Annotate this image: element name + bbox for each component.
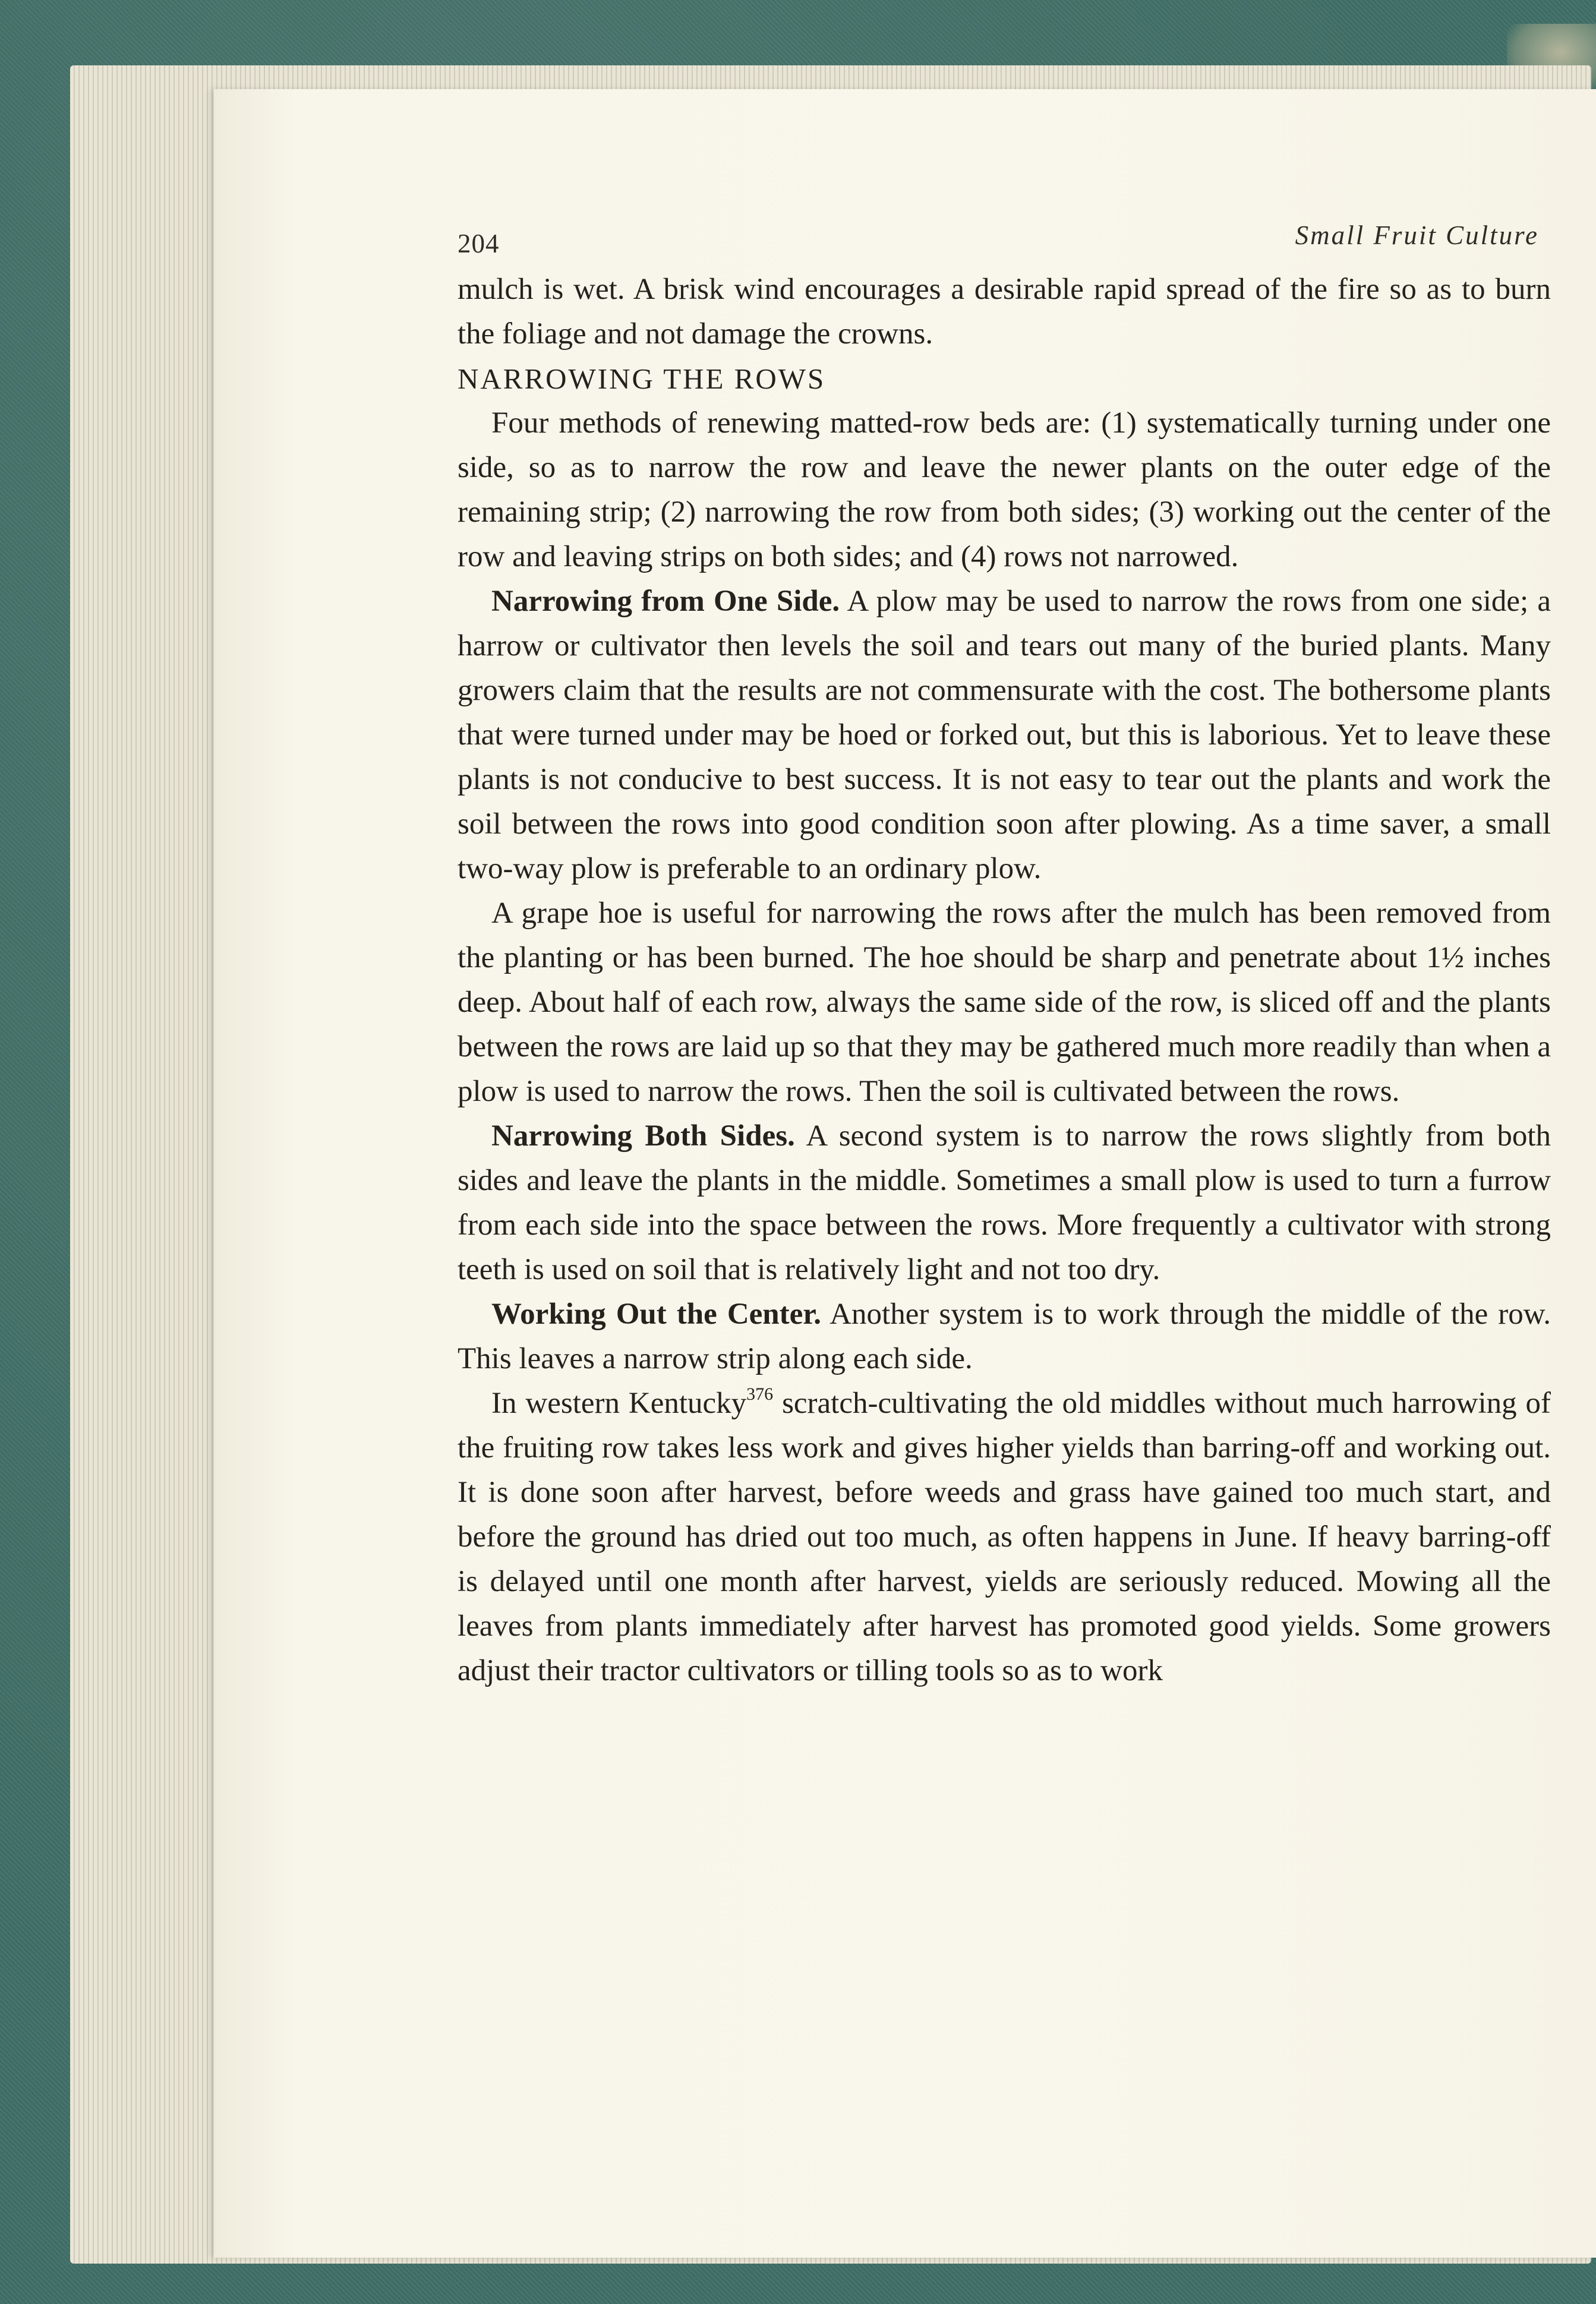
running-title: Small Fruit Culture — [1295, 220, 1539, 250]
footnote-reference: 376 — [746, 1384, 774, 1404]
paragraph-center — [458, 1292, 1551, 1381]
kentucky-lead: In western Kentucky — [491, 1387, 747, 1420]
paragraph-methods: Four methods of renewing matted-row beds are: (1) systematically turning under one side, so as to narrow the row and leave the newer plants on the outer edge of the remaining strip; (2) narrowing the row from both sides; (3) working out the center of the row and leaving strips on both sides; and (4) rows not narrowed. — [458, 406, 1551, 573]
paragraph-grape-hoe: A grape hoe is useful for narrowing the rows after the mulch has been removed from the planting or has been burned. The hoe should be sharp and penetrate about 1½ inches deep. About half of each row, always the same side of the row, is sliced off and the plants between the rows are laid up so that they may be gathered much more readily than when a plow is used to narrow the rows. Then the soil is cultivated between the rows. — [458, 897, 1551, 1108]
center-text: Another system is to work through the middle of the row. This leaves a narrow strip along each side. — [458, 1298, 1551, 1375]
kentucky-text: scratch-cultivating the old middles without much harrowing of the fruiting row takes less work and gives higher yields than barring-off and working out. It is done soon after harvest, before weeds and grass have gained too much start, and before the ground has dried out too much, as often happens in June. If heavy barring-off is delayed until one month after harvest, yields are seriously reduced. Mowing all the leaves from plants immediately after harvest has promoted good yields. Some growers adjust their tractor cultivators or tilling tools so as to work — [458, 1387, 1551, 1687]
running-header — [458, 220, 1545, 267]
both-sides-heading: Narrowing Both Sides. — [491, 1119, 795, 1153]
one-side-text: A plow may be used to narrow the rows from one side; a harrow or cultivator then levels the soil and tears out many of the buried plants. Many growers claim that the results are not commensurate with the cost. The bothersome plants that were turned under may be hoed or forked out, but this is laborious. Yet to leave these plants is not conducive to best success. It is not easy to tear out the plants and work the soil between the rows into good condition soon after plowing. As a time saver, a small two-way plow is preferable to an ordinary plow. — [458, 585, 1551, 885]
section-heading: NARROWING THE ROWS — [458, 362, 826, 395]
paragraph-kentucky — [458, 1381, 1551, 1693]
body-text — [458, 267, 1551, 1693]
both-sides-text: A second system is to narrow the rows slightly from both sides and leave the plants in the middle. Sometimes a small plow is used to turn a furrow from each side into the space between the rows. More frequently a cultivator with strong teeth is used on soil that is relatively light and not too dry. — [458, 1119, 1551, 1286]
page-number: 204 — [458, 229, 500, 258]
paragraph-one-side — [458, 579, 1551, 891]
center-heading: Working Out the Center. — [491, 1298, 821, 1331]
opening-paragraph: mulch is wet. A brisk wind encourages a desirable rapid spread of the fire so as to burn the foliage and not damage the crowns. — [458, 273, 1551, 351]
one-side-heading: Narrowing from One Side. — [491, 585, 840, 618]
paragraph-both-sides — [458, 1114, 1551, 1292]
